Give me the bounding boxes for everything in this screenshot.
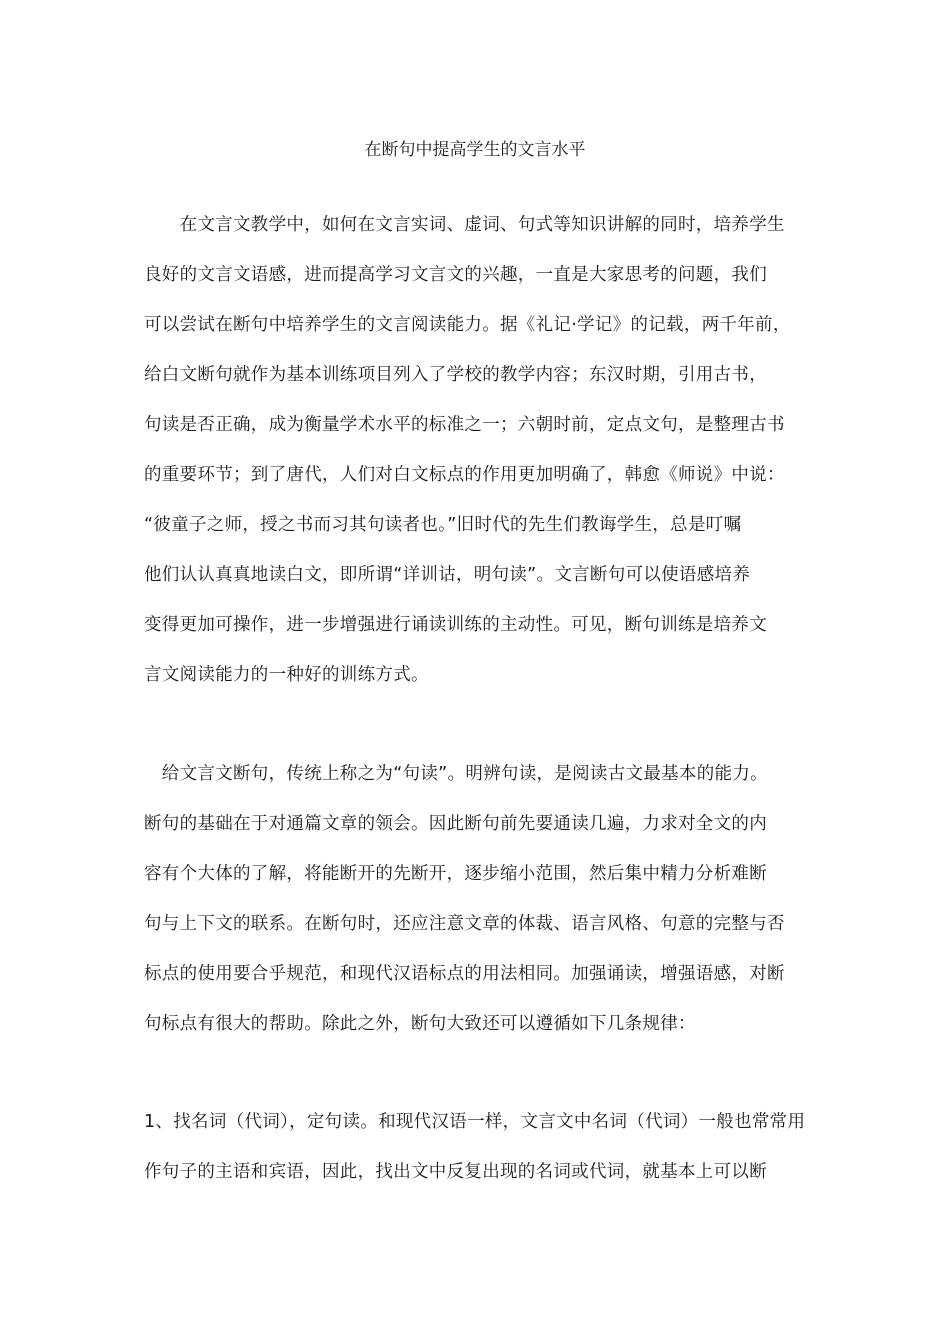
paragraph-line: 句与上下文的联系。在断句时，还应注意文章的体裁、语言风格、句意的完整与否 (144, 914, 785, 934)
paragraph-line: 的重要环节；到了唐代，人们对白文标点的作用更加明确了，韩愈《师说》中说： (144, 465, 785, 485)
paragraph-line: 在文言文教学中，如何在文言实词、虚词、句式等知识讲解的同时，培养学生 (144, 215, 785, 235)
paragraph-line: 句读是否正确，成为衡量学术水平的标准之一；六朝时前，定点文句，是整理古书 (144, 415, 785, 435)
paragraph-line: 给文言文断句，传统上称之为“句读”。明辨句读，是阅读古文最基本的能力。 (144, 764, 768, 784)
paragraph-line: 可以尝试在断句中培养学生的文言阅读能力。据《礼记·学记》的记载，两千年前， (144, 315, 791, 335)
paragraph-line: “彼童子之师，授之书而习其句读者也。”旧时代的先生们教诲学生，总是叮嘱 (144, 515, 742, 535)
paragraph-line: 句标点有很大的帮助。除此之外，断句大致还可以遵循如下几条规律： (144, 1014, 696, 1034)
paragraph-line: 标点的使用要合乎规范，和现代汉语标点的用法相同。加强诵读，增强语感，对断 (144, 964, 785, 984)
paragraph-line: 容有个大体的了解，将能断开的先断开，逐步缩小范围，然后集中精力分析难断 (144, 864, 767, 884)
paragraph-line: 作句子的主语和宾语，因此，找出文中反复出现的名词或代词，就基本上可以断 (144, 1162, 767, 1182)
document-title: 在断句中提高学生的文言水平 (364, 140, 586, 160)
paragraph-line: 他们认认真真地读白文，即所谓“详训诂，明句读”。文言断句可以使语感培养 (144, 565, 751, 585)
paragraph-line: 断句的基础在于对通篇文章的领会。因此断句前先要通读几遍，力求对全文的内 (144, 814, 767, 834)
paragraph-line: 给白文断句就作为基本训练项目列入了学校的教学内容；东汉时期，引用古书， (144, 365, 767, 385)
paragraph-line: 1、找名词（代词），定句读。和现代汉语一样，文言文中名词（代词）一般也常常用 (144, 1112, 806, 1132)
paragraph-line: 良好的文言文语感，进而提高学习文言文的兴趣，一直是大家思考的问题，我们 (144, 265, 767, 285)
paragraph-line: 言文阅读能力的一种好的训练方式。 (144, 665, 429, 685)
paragraph-line: 变得更加可操作，进一步增强进行诵读训练的主动性。可见，断句训练是培养文 (144, 615, 767, 635)
